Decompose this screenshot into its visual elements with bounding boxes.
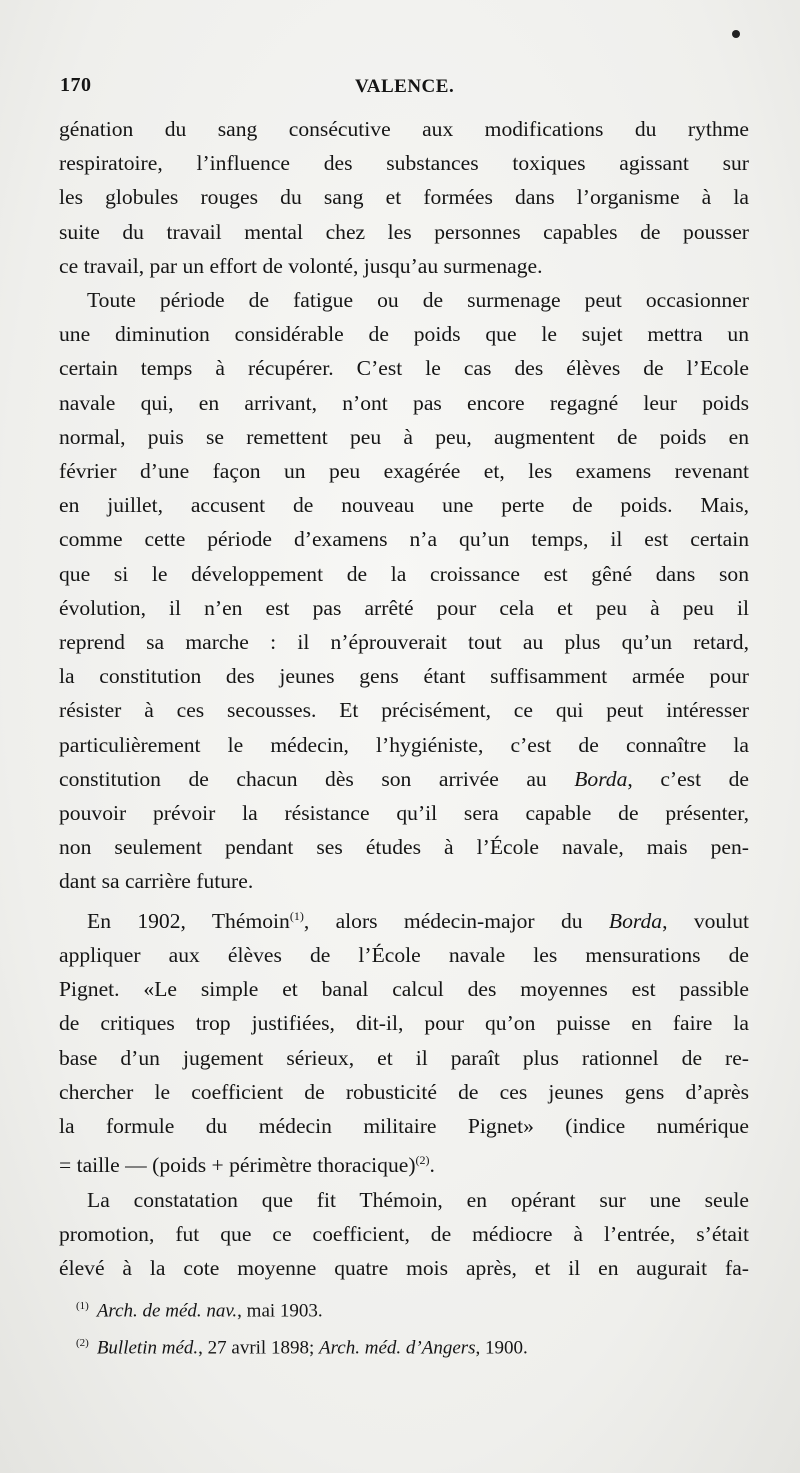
text-line xyxy=(59,899,749,938)
text-line: que si le développement de la croissance est gêné dans son xyxy=(59,561,749,586)
text-line: chercher le coefficient de robusticité de ces jeunes gens d’après xyxy=(59,1079,749,1104)
footnote-2 xyxy=(76,1327,716,1364)
text-line xyxy=(59,762,749,796)
footnote-ref: (1) xyxy=(289,908,304,923)
text-line: comme cette période d’examens n’a qu’un temps, il est certain xyxy=(59,527,749,552)
text-line: particulièrement le médecin, l’hygiéniste, c’est de connaître la xyxy=(59,732,749,757)
citation-detail: , mai 1903. xyxy=(237,1300,323,1322)
citation-detail: , 1900. xyxy=(475,1337,528,1359)
text-line: La constatation que fit Thémoin, en opérant sur une seule xyxy=(87,1187,749,1212)
citation-title: Arch. de méd. nav. xyxy=(96,1300,238,1322)
ink-speck xyxy=(732,30,740,38)
text-line: résister à ces secousses. Et précisément, ce qui peut intéresser xyxy=(59,698,749,723)
text-line: évolution, il n’en est pas arrêté pour cela et peu à peu il xyxy=(59,595,749,620)
text-line: Toute période de fatigue ou de surmenage peut occasionner xyxy=(87,288,749,313)
text-line: appliquer aux élèves de l’École navale les mensurations de xyxy=(59,943,749,968)
text-line: dant sa carrière future. xyxy=(59,869,254,894)
text-line: non seulement pendant ses études à l’École navale, mais pen- xyxy=(59,835,749,860)
citation-detail: , 27 avril 1898; xyxy=(198,1337,319,1359)
text-segment: , alors médecin-major du xyxy=(303,908,609,933)
text-line: pouvoir prévoir la résistance qu’il sera capable de présenter, xyxy=(59,801,749,826)
body-text xyxy=(59,112,749,1285)
text-line: génation du sang consécutive aux modifications du rythme xyxy=(59,117,749,141)
text-line: respiratoire, l’influence des substances toxiques agissant sur xyxy=(59,151,749,176)
text-segment: En 1902, Thémoin xyxy=(87,908,290,933)
text-line: de critiques trop justifiées, dit-il, pour qu’on puisse en faire la xyxy=(59,1011,749,1036)
text-segment: , c’est de xyxy=(627,766,749,791)
text-line: suite du travail mental chez les personnes capables de pousser xyxy=(59,219,749,244)
footnote-mark: (2) xyxy=(76,1337,89,1350)
text-line: une diminution considérable de poids que le sujet mettra un xyxy=(59,322,749,347)
text-line: élevé à la cote moyenne quatre mois après, et il en augurait fa- xyxy=(59,1256,749,1281)
text-line: certain temps à récupérer. C’est le cas des élèves de l’Ecole xyxy=(59,356,749,381)
footnote-mark: (1) xyxy=(76,1300,89,1312)
text-line: la formule du médecin militaire Pignet» (indice numérique xyxy=(59,1114,749,1139)
running-head: VALENCE. xyxy=(355,76,455,97)
page-header xyxy=(60,70,750,110)
text-line: promotion, fut que ce coefficient, de médiocre à l’entrée, s’était xyxy=(59,1221,749,1246)
text-line: la constitution des jeunes gens étant suffisamment armée pour xyxy=(59,664,749,689)
ship-name: Borda xyxy=(608,908,663,933)
citation-title: Bulletin méd. xyxy=(96,1337,199,1359)
text-segment: = taille — (poids + périmètre thoracique) xyxy=(59,1153,416,1178)
text-segment: . xyxy=(429,1153,435,1178)
text-line xyxy=(59,1143,749,1182)
text-segment: , voulut xyxy=(662,908,750,933)
footnote-ref: (2) xyxy=(415,1153,430,1168)
page-number: 170 xyxy=(60,74,92,96)
citation-title: Arch. méd. d’Angers xyxy=(319,1337,476,1359)
ship-name: Borda xyxy=(574,766,628,791)
text-line: les globules rouges du sang et formées dans l’organisme à la xyxy=(59,185,749,210)
text-line: ce travail, par un effort de volonté, jusqu’au surmenage. xyxy=(59,253,543,278)
text-line: février d’une façon un peu exagérée et, les examens revenant xyxy=(59,459,749,484)
text-segment: constitution de chacun dès son arrivée au xyxy=(59,766,575,791)
footnotes xyxy=(76,1290,716,1365)
text-line: navale qui, en arrivant, n’ont pas encore regagné leur poids xyxy=(59,390,749,415)
text-line: reprend sa marche : il n’éprouverait tout au plus qu’un retard, xyxy=(59,630,749,655)
text-line: normal, puis se remettent peu à peu, augmentent de poids en xyxy=(59,424,749,449)
text-line: Pignet. «Le simple et banal calcul des moyennes est passible xyxy=(59,977,749,1002)
text-line: base d’un jugement sérieux, et il paraît plus rationnel de re- xyxy=(59,1045,749,1070)
text-line: en juillet, accusent de nouveau une perte de poids. Mais, xyxy=(59,493,749,518)
footnote-1 xyxy=(76,1290,716,1327)
